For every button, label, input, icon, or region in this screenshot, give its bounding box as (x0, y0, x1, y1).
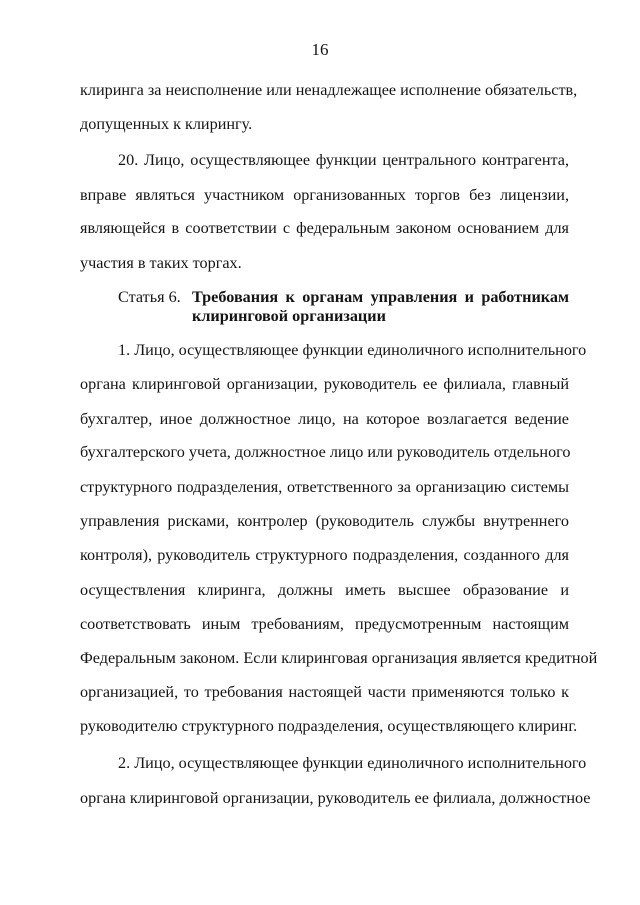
text-line: осуществления клиринга, должны иметь высшее образование и (80, 581, 569, 599)
text-line: вправе являться участником организованных торгов без лицензии, (80, 186, 569, 204)
text-line: структурного подразделения, ответственного за организацию системы (80, 478, 569, 496)
text-line: руководителю структурного подразделения, осуществляющего клиринг. (80, 717, 578, 735)
article-title-line1: Требования к органам управления и работникам (192, 288, 569, 306)
text-line: клиринга за неисполнение или ненадлежащее исполнение обязательств, (80, 81, 578, 99)
page-number: 16 (311, 40, 329, 59)
paragraph-first-line: 2. Лицо, осуществляющее функции единоличного исполнительного (118, 754, 587, 772)
text-line: бухгалтер, иное должностное лицо, на которое возлагается ведение (80, 410, 569, 428)
text-line: бухгалтерского учета, должностное лицо или руководитель отдельного (80, 443, 571, 461)
text-line: допущенных к клирингу. (80, 115, 253, 133)
text-line: органа клиринговой организации, руководитель ее филиала, должностное (80, 789, 591, 807)
text-line: контроля), руководитель структурного подразделения, созданного для (80, 546, 569, 564)
paragraph-first-line: 1. Лицо, осуществляющее функции единоличного исполнительного (118, 341, 587, 359)
text-line: являющейся в соответствии с федеральным законом основанием для (80, 219, 569, 237)
text-line: участия в таких торгах. (80, 254, 242, 272)
text-line: соответствовать иным требованиям, предусмотренным настоящим (80, 615, 569, 633)
article-label: Статья 6. (118, 288, 181, 306)
text-line: Федеральным законом. Если клиринговая организация является кредитной (80, 649, 598, 667)
text-line: управления рисками, контролер (руководитель службы внутреннего (80, 512, 569, 530)
text-line: организацией, то требования настоящей части применяются только к (80, 683, 569, 701)
paragraph-first-line: 20. Лицо, осуществляющее функции центрального контрагента, (118, 151, 569, 169)
text-line: органа клиринговой организации, руководитель ее филиала, главный (80, 375, 569, 393)
article-title-line2: клиринговой организации (192, 307, 386, 325)
